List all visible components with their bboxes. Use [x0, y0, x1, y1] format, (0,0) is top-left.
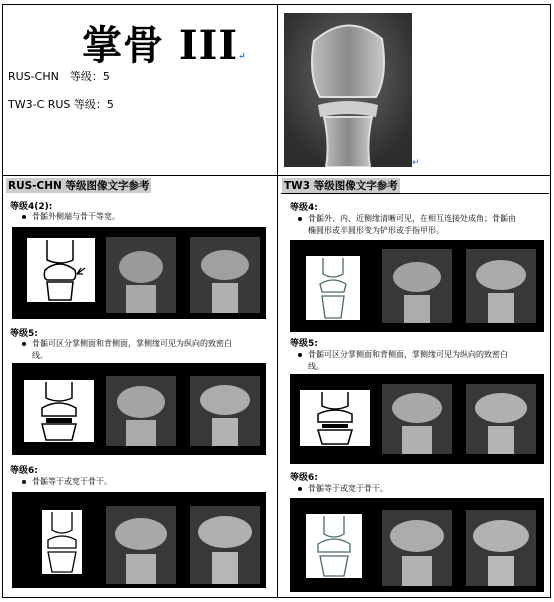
bullet-text: 骨骺外侧端与骨干等宽。 [32, 212, 120, 221]
page-title [82, 14, 247, 71]
right-grade6-heading: 等级6: [290, 473, 318, 483]
left-grade5-heading: 等级5: [10, 329, 38, 339]
right-grade4-bullet [298, 213, 516, 224]
right-grade4-heading: 等级4: [290, 203, 318, 213]
right-grade6-xray-2 [466, 510, 536, 586]
left-panel-header: RUS-CHN 等级图像文字参考 [8, 180, 150, 192]
paragraph-mark: ↵ [238, 52, 247, 62]
bullet-dot [22, 215, 26, 219]
left-grade6-xray-2 [190, 506, 260, 584]
right-header-underline [281, 193, 549, 194]
right-grade5-heading: 等级5: [290, 339, 318, 349]
right-grade5-bullet [298, 349, 508, 360]
left-grade6-xray-1 [106, 506, 176, 584]
bullet-dot [298, 487, 302, 491]
bullet-dot [22, 480, 26, 484]
right-grade6-drawing-svg [306, 514, 362, 578]
left-grade4-xray-2 [190, 237, 260, 313]
left-grade5-xray-2 [190, 376, 260, 446]
left-grade6-bullet [22, 476, 112, 487]
bullet-text: 骨骺等于或宽于骨干。 [32, 477, 112, 486]
left-grade4-drawing-svg [27, 238, 95, 302]
right-grade5-xray-2 [466, 384, 536, 454]
right-grade4-xray-2 [466, 249, 536, 323]
right-grade4-bullet-cont: 椭圆形或半圆形变为铲形或手指甲形。 [308, 226, 444, 235]
right-grade4-drawing-svg [306, 256, 360, 320]
bullet-dot [298, 217, 302, 221]
right-panel-header: TW3 等级图像文字参考 [284, 180, 398, 192]
right-grade5-xray-1 [382, 384, 452, 454]
left-grade6-drawing-svg [42, 510, 82, 574]
title-text: 掌骨 III [82, 22, 239, 69]
left-grade4-xray-1 [106, 237, 176, 313]
left-grade6-heading: 等级6: [10, 466, 38, 476]
bullet-text: 骨骺可区分掌侧面和背侧面，掌侧缘可见为纵向的致密白 [32, 339, 232, 348]
rus-chn-grade: RUS-CHN 等级：5 [8, 70, 110, 83]
tw3-c-grade: TW3-C RUS 等级：5 [8, 98, 114, 111]
left-grade4-heading: 等级4(2): [10, 202, 53, 212]
left-grade5-bullet-cont: 线。 [32, 351, 48, 360]
bullet-text: 骨骺等于或宽于骨干。 [308, 484, 388, 493]
bullet-text: 骨骺外、内、近侧缘清晰可见，在相互连接处成角；骨骺由 [308, 214, 516, 223]
right-grade5-drawing-svg [300, 390, 370, 446]
left-grade5-drawing-svg [24, 380, 94, 442]
main-xray-image [284, 13, 412, 167]
bullet-dot [298, 353, 302, 357]
left-grade4-bullet [22, 211, 120, 222]
bullet-dot [22, 342, 26, 346]
bullet-text: 骨骺可区分掌侧面和背侧面，掌侧缘可见为纵向的致密白 [308, 350, 508, 359]
left-grade5-xray-1 [106, 376, 176, 446]
image-mark: ↵ [412, 158, 420, 168]
right-grade6-xray-1 [382, 510, 452, 586]
left-grade5-bullet [22, 338, 232, 349]
right-grade6-bullet [298, 483, 388, 494]
right-grade5-bullet-cont: 线。 [308, 362, 324, 371]
right-grade4-xray-1 [382, 249, 452, 323]
